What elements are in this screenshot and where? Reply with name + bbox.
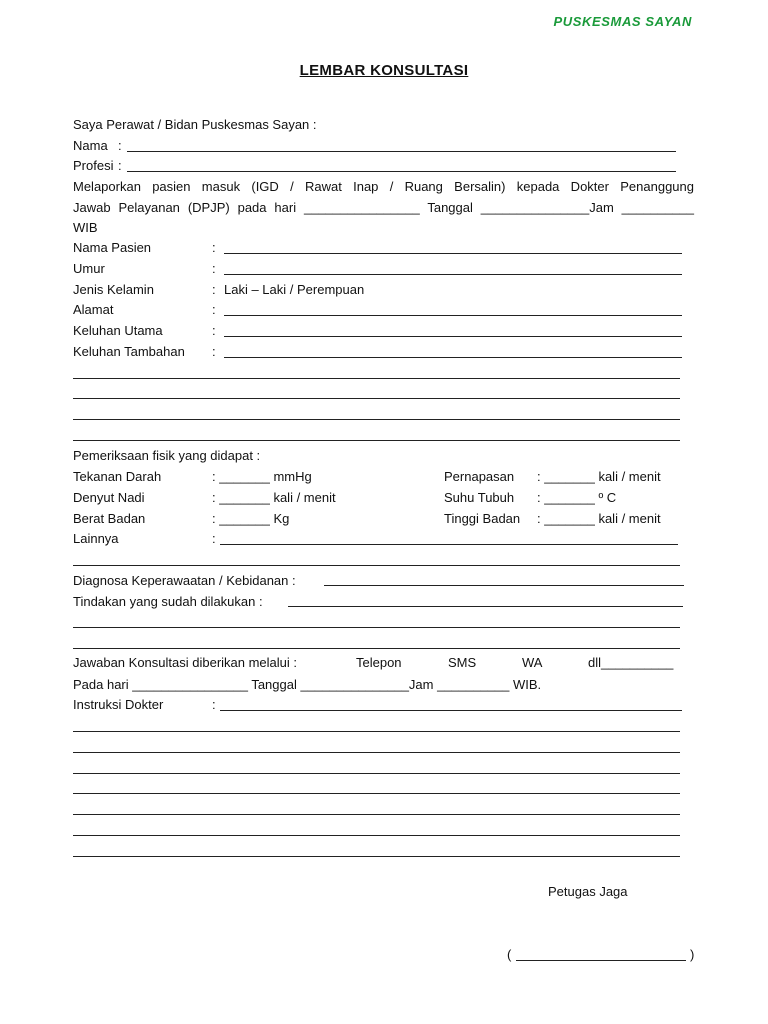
pada-hari-line[interactable]: Pada hari ________________ Tanggal _______________Jam __________ WIB. — [73, 677, 542, 692]
tindakan-extra-line[interactable] — [73, 648, 680, 649]
keluhan-tambahan-label: Keluhan Tambahan — [73, 344, 185, 359]
tekanan-darah-label: Tekanan Darah — [73, 469, 162, 484]
keluhan-extra-line[interactable] — [73, 419, 680, 420]
alamat-colon: : — [212, 302, 216, 317]
instruksi-extra-line[interactable] — [73, 793, 680, 794]
denyut-nadi-label: Denyut Nadi — [73, 490, 145, 505]
tindakan-field[interactable] — [288, 606, 683, 607]
tindakan-extra-line[interactable] — [73, 627, 680, 628]
signature-open-paren: ( — [507, 947, 512, 962]
profesi-label: Profesi — [73, 158, 114, 173]
suhu-tubuh-label: Suhu Tubuh — [444, 490, 515, 505]
instruksi-extra-line[interactable] — [73, 856, 680, 857]
nama-pasien-field[interactable] — [224, 253, 682, 254]
tinggi-badan-label: Tinggi Badan — [444, 511, 521, 526]
berat-badan-label: Berat Badan — [73, 511, 146, 526]
clinic-name: PUSKESMAS SAYAN — [553, 14, 692, 29]
instruksi-extra-line[interactable] — [73, 752, 680, 753]
instruksi-extra-line[interactable] — [73, 731, 680, 732]
diagnosa-field[interactable] — [324, 585, 684, 586]
report-text: Melaporkan pasien masuk (IGD / Rawat Inap / Ruang Bersalin) kepada Dokter Penanggung — [73, 179, 694, 194]
wib-text: WIB — [73, 220, 98, 235]
keluhan-extra-line[interactable] — [73, 378, 680, 379]
nama-label: Nama — [73, 138, 108, 153]
pernapasan-label: Pernapasan — [444, 469, 515, 484]
profesi-field[interactable] — [127, 171, 676, 172]
option-dll[interactable]: dll__________ — [588, 655, 674, 670]
petugas-jaga-label: Petugas Jaga — [548, 884, 628, 899]
tindakan-label: Tindakan yang sudah dilakukan : — [73, 594, 263, 609]
denyut-nadi-value[interactable]: : _______ kali / menit — [212, 490, 336, 505]
lainnya-field[interactable] — [220, 544, 678, 545]
instruksi-colon: : — [212, 697, 216, 712]
alamat-field[interactable] — [224, 315, 682, 316]
lainnya-colon: : — [212, 531, 216, 546]
nama-pasien-colon: : — [212, 240, 216, 255]
instruksi-extra-line[interactable] — [73, 773, 680, 774]
keluhan-tambahan-colon: : — [212, 344, 216, 359]
berat-badan-value[interactable]: : _______ Kg — [212, 511, 290, 526]
option-sms[interactable]: SMS — [448, 655, 477, 670]
option-telepon[interactable]: Telepon — [356, 655, 402, 670]
alamat-label: Alamat — [73, 302, 114, 317]
keluhan-extra-line[interactable] — [73, 398, 680, 399]
keluhan-extra-line[interactable] — [73, 440, 680, 441]
exam-heading: Pemeriksaan fisik yang didapat : — [73, 448, 261, 463]
suhu-tubuh-value[interactable]: : _______ º C — [537, 490, 617, 505]
instruksi-extra-line[interactable] — [73, 814, 680, 815]
keluhan-utama-field[interactable] — [224, 336, 682, 337]
jenis-kelamin-value[interactable]: Laki – Laki / Perempuan — [224, 282, 365, 297]
tinggi-badan-value[interactable]: : _______ kali / menit — [537, 511, 661, 526]
jenis-kelamin-label: Jenis Kelamin — [73, 282, 154, 297]
umur-label: Umur — [73, 261, 105, 276]
umur-field[interactable] — [224, 274, 682, 275]
diagnosa-label: Diagnosa Keperawaatan / Kebidanan : — [73, 573, 296, 588]
intro-line: Saya Perawat / Bidan Puskesmas Sayan : — [73, 117, 317, 132]
nama-pasien-label: Nama Pasien — [73, 240, 152, 255]
profesi-colon: : — [118, 158, 122, 173]
tekanan-darah-value[interactable]: : _______ mmHg — [212, 469, 312, 484]
umur-colon: : — [212, 261, 216, 276]
signature-field[interactable] — [516, 960, 686, 961]
keluhan-utama-label: Keluhan Utama — [73, 323, 163, 338]
nama-colon: : — [118, 138, 122, 153]
jenis-kelamin-colon: : — [212, 282, 216, 297]
form-title: LEMBAR KONSULTASI — [299, 62, 469, 79]
option-wa[interactable]: WA — [522, 655, 543, 670]
lainnya-extra-line[interactable] — [73, 565, 680, 566]
lainnya-label: Lainnya — [73, 531, 119, 546]
nama-field[interactable] — [127, 151, 676, 152]
jawaban-label: Jawaban Konsultasi diberikan melalui : — [73, 655, 298, 670]
instruksi-label: Instruksi Dokter — [73, 697, 164, 712]
instruksi-field[interactable] — [220, 710, 682, 711]
pernapasan-value[interactable]: : _______ kali / menit — [537, 469, 661, 484]
keluhan-utama-colon: : — [212, 323, 216, 338]
keluhan-tambahan-field[interactable] — [224, 357, 682, 358]
instruksi-extra-line[interactable] — [73, 835, 680, 836]
signature-close-paren: ) — [690, 947, 695, 962]
dpjp-text: Jawab Pelayanan (DPJP) pada hari ________________ Tanggal _______________Jam __________ — [73, 200, 694, 215]
